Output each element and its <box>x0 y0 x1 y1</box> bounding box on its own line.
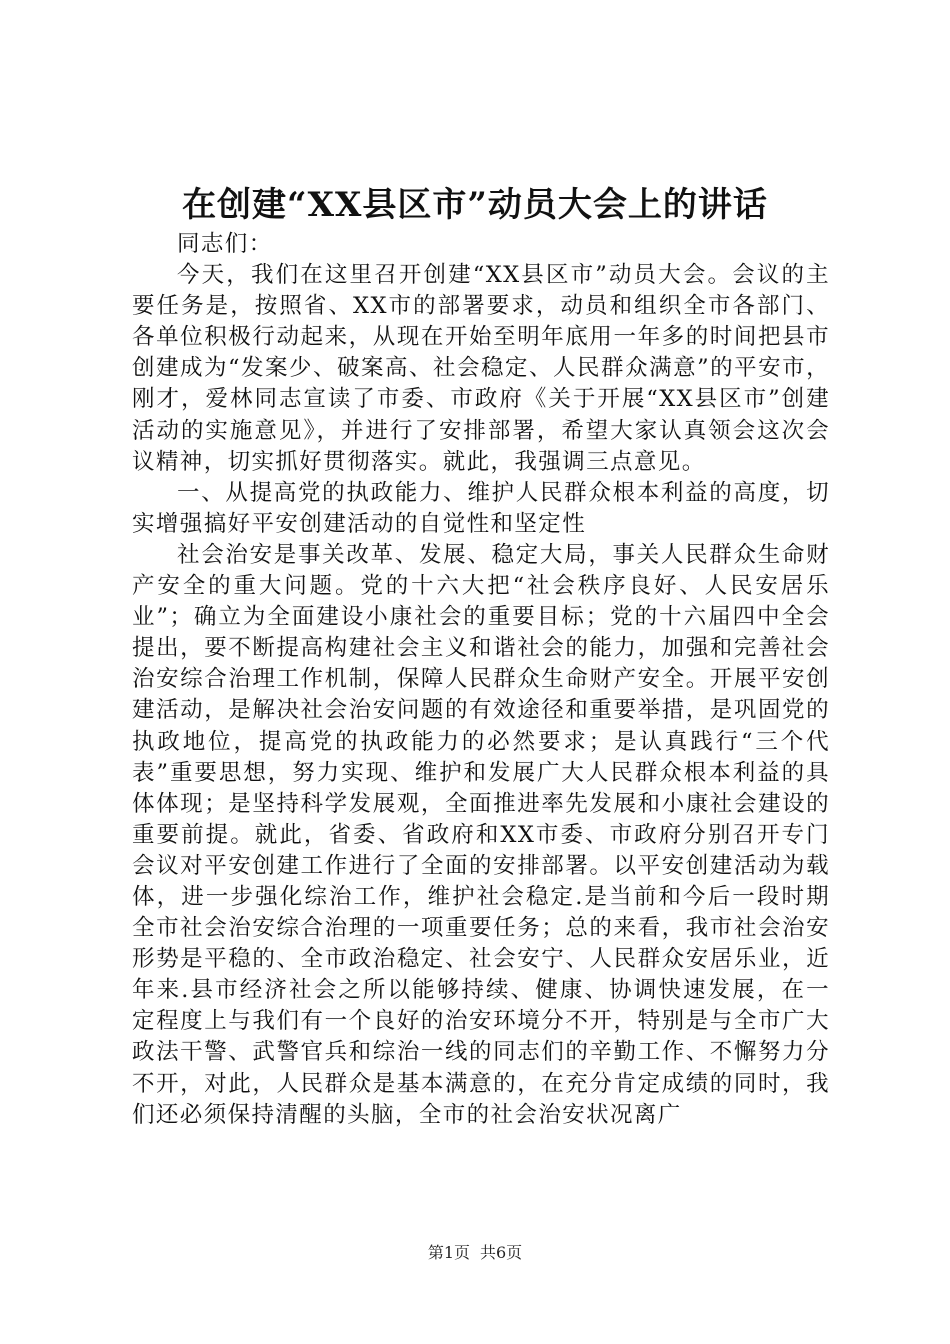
page-total: 共6页 <box>480 1243 523 1262</box>
page-number: 第1页 <box>427 1243 470 1262</box>
section-heading-1: 一、从提高党的执政能力、维护人民群众根本利益的高度，切实增强搞好平安创建活动的自觉性和坚定性 <box>132 479 830 537</box>
paragraph-intro: 今天，我们在这里召开创建“XX县区市”动员大会。会议的主要任务是，按照省、XX市的部署要求，动员和组织全市各部门、各单位积极行动起来，从现在开始至明年底用一年多的时间把县市创建成为“发案少、破案高、社会稳定、人民群众满意”的平安市，刚才，爱林同志宣读了市委、市政府《关于开展“XX县区市”创建活动的实施意见》，并进行了安排部署，希望大家认真领会这次会议精神，切实抓好贯彻落实。就此，我强调三点意见。 <box>132 262 830 475</box>
document-body <box>132 229 830 1131</box>
document-title: 在创建“XX县区市”动员大会上的讲话 <box>182 185 768 225</box>
page-footer <box>0 1242 950 1264</box>
paragraph-social-security: 社会治安是事关改革、发展、稳定大局，事关人民群众生命财产安全的重大问题。党的十六大把“社会秩序良好、人民安居乐业”；确立为全面建设小康社会的重要目标；党的十六届四中全会提出，要不断提高构建社会主义和谐社会的能力，加强和完善社会治安综合治理工作机制，保障人民群众生命财产安全。开展平安创建活动，是解决社会治安问题的有效途径和重要举措，是巩固党的执政地位，提高党的执政能力的必然要求；是认真践行“三个代表”重要思想，努力实现、维护和发展广大人民群众根本利益的具体体现；是坚持科学发展观，全面推进率先发展和小康社会建设的重要前提。就此，省委、省政府和XX市委、市政府分别召开专门会议对平安创建工作进行了全面的安排部署。以平安创建活动为载体，进一步强化综治工作，维护社会稳定.是当前和今后一段时期全市社会治安综合治理的一项重要任务；总的来看，我市社会治安形势是平稳的、全市政治稳定、社会安宁、人民群众安居乐业，近年来.县市经济社会之所以能够持续、健康、协调快速发展，在一定程度上与我们有一个良好的治安环境分不开，特别是与全市广大政法干警、武警官兵和综治一线的同志们的辛勤工作、不懈努力分不开，对此，人民群众是基本满意的，在充分肯定成绩的同时，我们还必须保持清醒的头脑，全市的社会治安状况离广 <box>132 541 830 1128</box>
salutation: 同志们： <box>177 231 273 257</box>
